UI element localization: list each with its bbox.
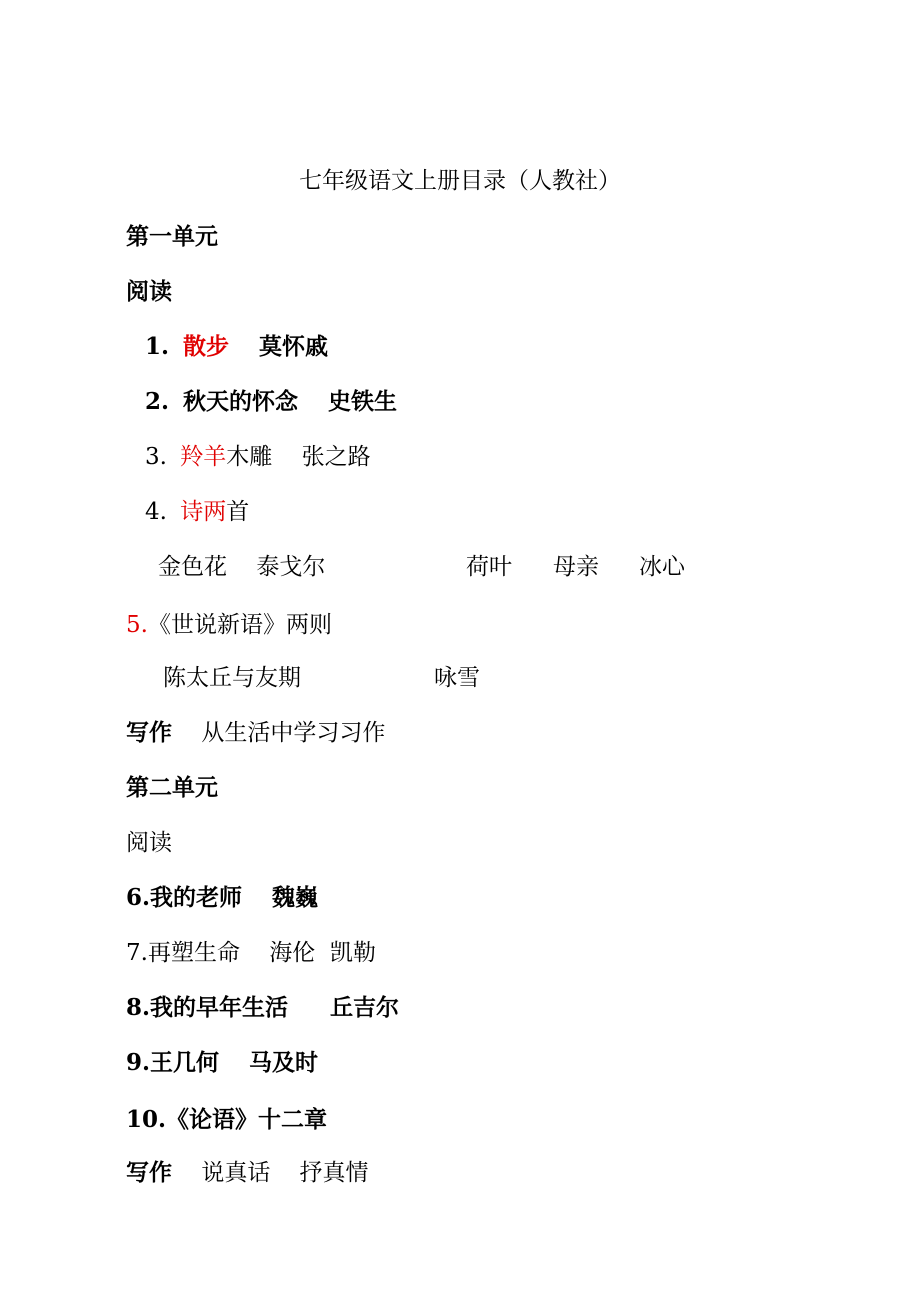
- toc-item-title-rest: 首: [226, 499, 250, 525]
- toc-item-title: 7.再塑生命: [126, 940, 240, 966]
- poem-author-tagore: 泰戈尔: [256, 554, 326, 580]
- toc-item-author: 海伦 凯勒: [269, 940, 376, 966]
- toc-item-author: 马及时: [249, 1049, 319, 1076]
- poem-author-bingxin: 冰心: [639, 554, 685, 580]
- unit-1-reading-label: 阅读: [126, 278, 172, 305]
- unit-2-heading: 第二单元: [126, 774, 218, 801]
- toc-item-author: 莫怀戚: [259, 333, 329, 360]
- writing-label: 写作: [126, 1159, 172, 1186]
- toc-item-author: 史铁生: [328, 388, 398, 415]
- toc-item-title-rest: 木雕: [226, 444, 273, 470]
- toc-item-author: 丘吉尔: [330, 994, 400, 1021]
- poem-title-jinsehua: 金色花: [158, 554, 227, 580]
- toc-item-number: 1.: [145, 333, 170, 360]
- toc-item-number: 2.: [145, 388, 170, 415]
- toc-item-3: [145, 442, 371, 472]
- toc-item-title: 8.我的早年生活: [126, 994, 289, 1021]
- toc-item-5: [126, 610, 332, 640]
- writing-topic: 从生活中学习习作: [201, 720, 386, 746]
- poem-title-heye: 荷叶: [466, 554, 512, 580]
- writing-label: 写作: [126, 719, 172, 746]
- toc-subitem-chentaiqiu: 陈太丘与友期: [163, 665, 301, 691]
- toc-item-2: [145, 387, 397, 417]
- toc-item-title-highlight: 羚羊: [180, 444, 227, 470]
- unit-2-reading-label: 阅读: [126, 830, 172, 856]
- poem-title-muqin: 母亲: [553, 554, 599, 580]
- poem-list: [158, 552, 325, 582]
- toc-item-1: [145, 332, 328, 362]
- toc-item-title: 《世说新语》两则: [147, 612, 332, 638]
- toc-item-number: 4.: [145, 499, 167, 525]
- toc-item-title: 6.我的老师: [126, 884, 243, 911]
- writing-topic: 说真话 抒真情: [201, 1160, 369, 1186]
- toc-item-7: [126, 938, 376, 968]
- toc-item-number: 5.: [126, 612, 148, 638]
- toc-item-8: [126, 993, 399, 1023]
- toc-item-title: 秋天的怀念: [183, 388, 299, 415]
- toc-item-number: 3.: [145, 444, 167, 470]
- toc-item-author: 魏巍: [272, 884, 319, 911]
- unit-2-writing: [126, 1158, 369, 1188]
- toc-item-title-highlight: 诗两: [180, 499, 227, 525]
- toc-item-9: [126, 1048, 318, 1078]
- toc-item-author: 张之路: [301, 444, 371, 470]
- toc-item-title: 9.王几何: [126, 1049, 220, 1076]
- page-title: 七年级语文上册目录（人教社）: [299, 168, 621, 194]
- toc-item-6: [126, 883, 318, 913]
- toc-item-title: 散步: [183, 333, 230, 360]
- toc-item-10: 10.《论语》十二章: [126, 1106, 328, 1133]
- unit-1-writing: [126, 718, 385, 748]
- unit-1-heading: 第一单元: [126, 223, 218, 250]
- toc-item-4: [145, 497, 249, 527]
- toc-subitem-yongxue: 咏雪: [434, 665, 480, 691]
